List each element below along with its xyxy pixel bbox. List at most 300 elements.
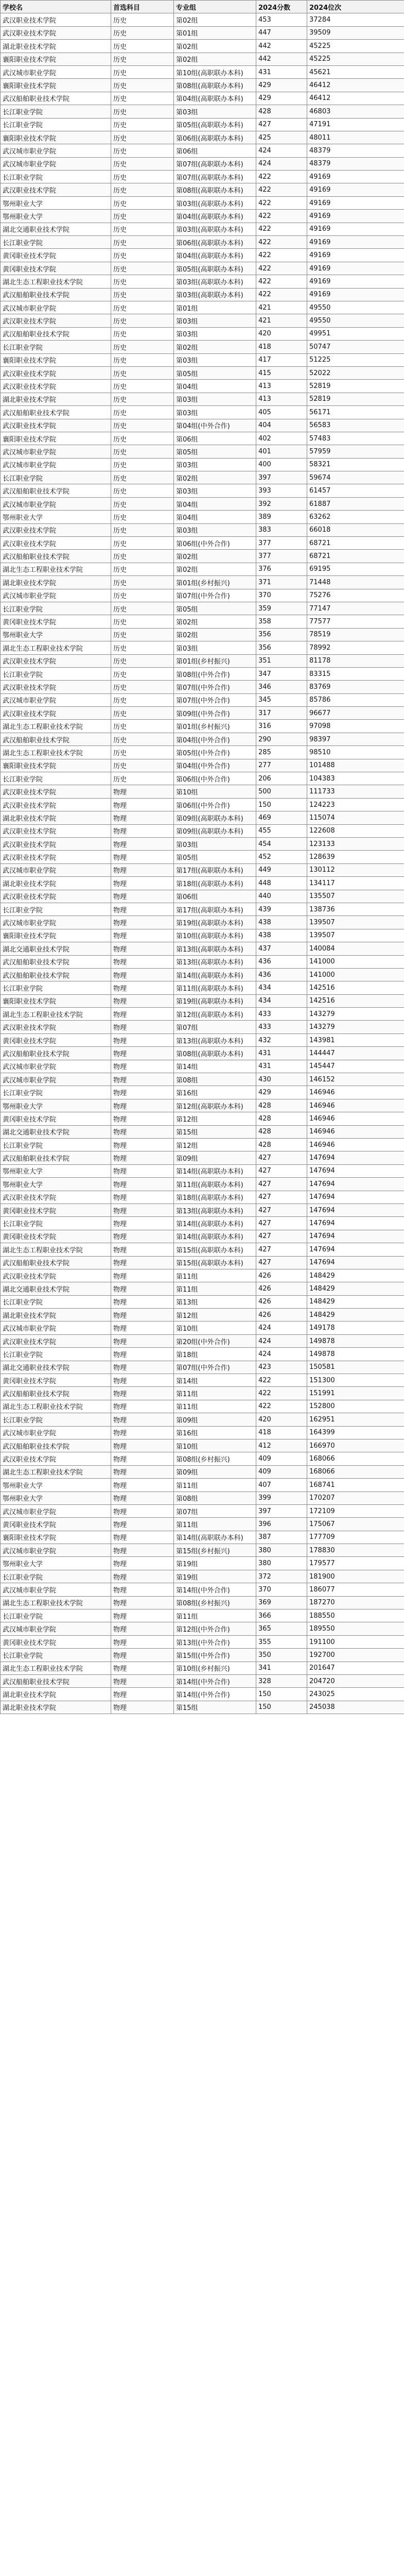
cell-school: 湖北生态工程职业技术学院 [1, 641, 111, 654]
cell-score: 150 [256, 1701, 307, 1714]
cell-rank: 57483 [307, 432, 404, 445]
cell-subject: 历史 [111, 406, 174, 419]
cell-rank: 101488 [307, 759, 404, 772]
table-row [1, 1570, 404, 1583]
cell-school: 武汉职业技术学院 [1, 1021, 111, 1033]
cell-group: 第01组 [174, 301, 256, 314]
table-row [1, 380, 404, 393]
cell-group: 第15组 [174, 1701, 256, 1714]
cell-group: 第10组(高职联办本科) [174, 929, 256, 942]
cell-subject: 历史 [111, 589, 174, 602]
cell-school: 湖北生态工程职业技术学院 [1, 1008, 111, 1021]
table-row [1, 1151, 404, 1164]
cell-score: 442 [256, 40, 307, 53]
cell-subject: 物理 [111, 1309, 174, 1321]
cell-school: 襄阳职业技术学院 [1, 53, 111, 65]
cell-group: 第01组(乡村振兴) [174, 576, 256, 589]
cell-rank: 49951 [307, 327, 404, 340]
table-row [1, 458, 404, 471]
cell-subject: 物理 [111, 1321, 174, 1334]
cell-subject: 物理 [111, 1164, 174, 1177]
cell-school: 湖北职业技术学院 [1, 40, 111, 53]
table-row [1, 1635, 404, 1648]
cell-score: 424 [256, 1334, 307, 1347]
cell-school: 黄冈职业技术学院 [1, 1230, 111, 1243]
cell-school: 武汉船舶职业技术学院 [1, 288, 111, 301]
cell-rank: 49169 [307, 275, 404, 288]
table-row [1, 144, 404, 157]
cell-school: 武汉船舶职业技术学院 [1, 1256, 111, 1269]
cell-school: 长江职业学院 [1, 1570, 111, 1583]
cell-score: 350 [256, 1649, 307, 1662]
cell-subject: 历史 [111, 196, 174, 209]
cell-subject: 物理 [111, 1138, 174, 1151]
table-row [1, 1622, 404, 1635]
cell-score: 422 [256, 236, 307, 249]
cell-subject: 历史 [111, 249, 174, 262]
table-row [1, 105, 404, 118]
cell-group: 第08组(高职联办本科) [174, 79, 256, 92]
cell-school: 武汉船舶职业技术学院 [1, 1675, 111, 1688]
cell-school: 湖北交通职业技术学院 [1, 942, 111, 955]
cell-score: 422 [256, 288, 307, 301]
cell-rank: 143279 [307, 1021, 404, 1033]
cell-score: 425 [256, 131, 307, 144]
cell-subject: 物理 [111, 1439, 174, 1452]
cell-rank: 66018 [307, 523, 404, 536]
cell-rank: 98397 [307, 733, 404, 745]
cell-score: 418 [256, 1426, 307, 1439]
cell-school: 武汉船舶职业技术学院 [1, 327, 111, 340]
cell-school: 武汉职业技术学院 [1, 13, 111, 26]
cell-rank: 49169 [307, 210, 404, 223]
table-row [1, 1557, 404, 1570]
cell-subject: 历史 [111, 563, 174, 575]
cell-score: 431 [256, 65, 307, 78]
table-row [1, 772, 404, 785]
cell-group: 第03组(高职联办本科) [174, 288, 256, 301]
cell-score: 277 [256, 759, 307, 772]
cell-school: 鄂州职业大学 [1, 511, 111, 523]
cell-score: 427 [256, 1191, 307, 1204]
cell-score: 433 [256, 1008, 307, 1021]
table-row [1, 366, 404, 379]
cell-subject: 物理 [111, 1531, 174, 1544]
cell-group: 第05组(中外合作) [174, 746, 256, 759]
cell-group: 第03组 [174, 393, 256, 405]
cell-subject: 历史 [111, 615, 174, 628]
cell-score: 426 [256, 1295, 307, 1308]
cell-score: 417 [256, 353, 307, 366]
table-row [1, 877, 404, 890]
cell-rank: 48379 [307, 157, 404, 170]
cell-score: 427 [256, 1243, 307, 1256]
cell-subject: 物理 [111, 1413, 174, 1426]
table-row [1, 733, 404, 745]
cell-school: 黄冈职业技术学院 [1, 1374, 111, 1387]
cell-subject: 物理 [111, 1675, 174, 1688]
cell-subject: 物理 [111, 1583, 174, 1596]
cell-rank: 139507 [307, 916, 404, 929]
cell-group: 第13组(高职联办本科) [174, 1033, 256, 1046]
cell-subject: 物理 [111, 1256, 174, 1269]
cell-group: 第14组(高职联办本科) [174, 1230, 256, 1243]
cell-group: 第17组(高职联办本科) [174, 863, 256, 876]
cell-score: 345 [256, 693, 307, 706]
cell-score: 424 [256, 1348, 307, 1361]
cell-subject: 物理 [111, 1151, 174, 1164]
cell-group: 第02组 [174, 341, 256, 353]
cell-subject: 历史 [111, 523, 174, 536]
cell-rank: 168066 [307, 1452, 404, 1465]
cell-rank: 168741 [307, 1479, 404, 1492]
cell-rank: 77577 [307, 615, 404, 628]
cell-rank: 144447 [307, 1047, 404, 1060]
cell-subject: 物理 [111, 798, 174, 811]
cell-score: 448 [256, 877, 307, 890]
cell-group: 第01组(乡村振兴) [174, 654, 256, 667]
cell-group: 第12组(高职联办本科) [174, 1099, 256, 1112]
cell-group: 第03组(高职联办本科) [174, 196, 256, 209]
cell-group: 第14组 [174, 1060, 256, 1073]
cell-school: 武汉职业技术学院 [1, 366, 111, 379]
cell-school: 湖北职业技术学院 [1, 576, 111, 589]
table-row [1, 314, 404, 327]
table-body [1, 13, 404, 1714]
cell-subject: 物理 [111, 1086, 174, 1099]
cell-rank: 181900 [307, 1570, 404, 1583]
cell-subject: 历史 [111, 92, 174, 105]
cell-score: 420 [256, 327, 307, 340]
cell-school: 武汉城市职业学院 [1, 1504, 111, 1517]
cell-rank: 39509 [307, 26, 404, 39]
cell-subject: 物理 [111, 1348, 174, 1361]
cell-score: 431 [256, 1047, 307, 1060]
cell-group: 第08组 [174, 1492, 256, 1504]
cell-subject: 物理 [111, 955, 174, 968]
cell-school: 武汉职业技术学院 [1, 681, 111, 693]
table-row [1, 707, 404, 720]
cell-subject: 历史 [111, 432, 174, 445]
cell-score: 447 [256, 26, 307, 39]
cell-rank: 162951 [307, 1413, 404, 1426]
cell-score: 421 [256, 301, 307, 314]
cell-subject: 物理 [111, 1217, 174, 1230]
cell-subject: 物理 [111, 1073, 174, 1086]
table-row [1, 1060, 404, 1073]
cell-subject: 物理 [111, 863, 174, 876]
table-row [1, 53, 404, 65]
table-row [1, 1295, 404, 1308]
cell-score: 404 [256, 419, 307, 432]
cell-group: 第11组 [174, 1269, 256, 1282]
table-row [1, 1073, 404, 1086]
cell-group: 第14组(中外合作) [174, 1688, 256, 1701]
cell-score: 430 [256, 1073, 307, 1086]
table-row [1, 1125, 404, 1138]
cell-rank: 140084 [307, 942, 404, 955]
cell-school: 武汉船舶职业技术学院 [1, 968, 111, 981]
table-row [1, 393, 404, 405]
cell-group: 第02组 [174, 471, 256, 484]
cell-school: 武汉职业技术学院 [1, 1269, 111, 1282]
cell-rank: 49169 [307, 262, 404, 275]
cell-group: 第13组(高职联办本科) [174, 955, 256, 968]
cell-score: 346 [256, 681, 307, 693]
cell-group: 第07组 [174, 1021, 256, 1033]
table-row [1, 1531, 404, 1544]
table-row [1, 654, 404, 667]
cell-score: 150 [256, 1688, 307, 1701]
cell-subject: 历史 [111, 183, 174, 196]
cell-school: 湖北生态工程职业技术学院 [1, 746, 111, 759]
cell-score: 454 [256, 838, 307, 851]
cell-group: 第11组 [174, 1479, 256, 1492]
cell-subject: 历史 [111, 288, 174, 301]
cell-subject: 物理 [111, 785, 174, 798]
cell-subject: 历史 [111, 275, 174, 288]
cell-score: 366 [256, 1609, 307, 1622]
cell-school: 武汉城市职业学院 [1, 693, 111, 706]
cell-score: 432 [256, 1033, 307, 1046]
cell-subject: 历史 [111, 236, 174, 249]
cell-score: 341 [256, 1662, 307, 1674]
cell-group: 第05组(高职联办本科) [174, 262, 256, 275]
cell-school: 黄冈职业技术学院 [1, 249, 111, 262]
cell-rank: 45225 [307, 40, 404, 53]
cell-group: 第01组(乡村振兴) [174, 720, 256, 733]
cell-rank: 57959 [307, 445, 404, 458]
cell-subject: 历史 [111, 576, 174, 589]
cell-subject: 物理 [111, 942, 174, 955]
header-score: 2024分数 [256, 1, 307, 13]
cell-rank: 49169 [307, 183, 404, 196]
cell-school: 鄂州职业大学 [1, 1164, 111, 1177]
cell-group: 第07组(中外合作) [174, 589, 256, 602]
cell-subject: 历史 [111, 720, 174, 733]
cell-rank: 52819 [307, 393, 404, 405]
table-row [1, 1361, 404, 1374]
cell-subject: 历史 [111, 484, 174, 497]
cell-school: 长江职业学院 [1, 236, 111, 249]
cell-school: 武汉船舶职业技术学院 [1, 1387, 111, 1400]
cell-score: 426 [256, 1309, 307, 1321]
table-row [1, 1426, 404, 1439]
cell-group: 第02组 [174, 550, 256, 563]
cell-school: 湖北生态工程职业技术学院 [1, 1465, 111, 1478]
cell-rank: 142516 [307, 994, 404, 1007]
cell-score: 424 [256, 1321, 307, 1334]
cell-group: 第14组(高职联办本科) [174, 1164, 256, 1177]
table-row [1, 667, 404, 680]
cell-score: 317 [256, 707, 307, 720]
cell-school: 武汉城市职业学院 [1, 157, 111, 170]
cell-score: 376 [256, 563, 307, 575]
cell-rank: 97098 [307, 720, 404, 733]
cell-subject: 物理 [111, 1099, 174, 1112]
cell-school: 黄冈职业技术学院 [1, 1033, 111, 1046]
cell-subject: 物理 [111, 1295, 174, 1308]
table-row [1, 628, 404, 641]
cell-rank: 178830 [307, 1544, 404, 1557]
cell-rank: 166970 [307, 1439, 404, 1452]
cell-subject: 物理 [111, 1374, 174, 1387]
table-row [1, 1334, 404, 1347]
table-row [1, 65, 404, 78]
cell-subject: 物理 [111, 1649, 174, 1662]
table-row [1, 262, 404, 275]
cell-score: 285 [256, 746, 307, 759]
table-row [1, 759, 404, 772]
cell-group: 第09组(高职联办本科) [174, 811, 256, 824]
cell-score: 427 [256, 1178, 307, 1191]
cell-school: 长江职业学院 [1, 1086, 111, 1099]
table-row [1, 916, 404, 929]
cell-subject: 历史 [111, 550, 174, 563]
table-row [1, 92, 404, 105]
cell-school: 武汉船舶职业技术学院 [1, 92, 111, 105]
cell-rank: 71448 [307, 576, 404, 589]
cell-subject: 历史 [111, 26, 174, 39]
cell-school: 武汉城市职业学院 [1, 144, 111, 157]
table-row [1, 118, 404, 131]
cell-group: 第10组(高职联办本科) [174, 65, 256, 78]
cell-score: 452 [256, 851, 307, 863]
table-header [1, 1, 404, 13]
cell-group: 第08组(乡村振兴) [174, 1452, 256, 1465]
cell-score: 359 [256, 602, 307, 615]
cell-school: 武汉城市职业学院 [1, 1321, 111, 1334]
table-row [1, 1374, 404, 1387]
table-row [1, 1504, 404, 1517]
cell-rank: 147694 [307, 1151, 404, 1164]
cell-subject: 历史 [111, 471, 174, 484]
cell-subject: 物理 [111, 1282, 174, 1295]
cell-school: 襄阳职业技术学院 [1, 994, 111, 1007]
cell-subject: 历史 [111, 223, 174, 235]
cell-subject: 历史 [111, 79, 174, 92]
cell-school: 湖北生态工程职业技术学院 [1, 1400, 111, 1413]
table-row [1, 890, 404, 903]
cell-subject: 物理 [111, 1504, 174, 1517]
cell-school: 湖北生态工程职业技术学院 [1, 1243, 111, 1256]
cell-school: 武汉城市职业学院 [1, 458, 111, 471]
cell-group: 第03组(高职联办本科) [174, 275, 256, 288]
cell-score: 428 [256, 1099, 307, 1112]
cell-score: 377 [256, 537, 307, 550]
cell-score: 431 [256, 1060, 307, 1073]
cell-score: 433 [256, 1021, 307, 1033]
cell-subject: 历史 [111, 301, 174, 314]
cell-score: 370 [256, 1583, 307, 1596]
cell-rank: 83769 [307, 681, 404, 693]
cell-group: 第13组(高职联办本科) [174, 1204, 256, 1216]
cell-rank: 189550 [307, 1622, 404, 1635]
cell-subject: 物理 [111, 1204, 174, 1216]
cell-school: 鄂州职业大学 [1, 1178, 111, 1191]
cell-rank: 46412 [307, 79, 404, 92]
cell-score: 392 [256, 497, 307, 510]
table-row [1, 40, 404, 53]
cell-score: 422 [256, 275, 307, 288]
cell-rank: 134117 [307, 877, 404, 890]
cell-score: 355 [256, 1635, 307, 1648]
cell-school: 武汉职业技术学院 [1, 785, 111, 798]
cell-subject: 物理 [111, 851, 174, 863]
cell-rank: 49169 [307, 196, 404, 209]
cell-score: 422 [256, 1374, 307, 1387]
cell-score: 420 [256, 1413, 307, 1426]
cell-rank: 128639 [307, 851, 404, 863]
cell-school: 武汉职业技术学院 [1, 419, 111, 432]
table-row [1, 341, 404, 353]
cell-rank: 48379 [307, 144, 404, 157]
cell-subject: 历史 [111, 772, 174, 785]
cell-group: 第02组 [174, 13, 256, 26]
cell-school: 黄冈职业技术学院 [1, 615, 111, 628]
cell-rank: 78992 [307, 641, 404, 654]
cell-score: 438 [256, 916, 307, 929]
cell-rank: 56171 [307, 406, 404, 419]
cell-school: 武汉城市职业学院 [1, 863, 111, 876]
cell-rank: 147694 [307, 1243, 404, 1256]
table-row [1, 183, 404, 196]
cell-school: 鄂州职业大学 [1, 1492, 111, 1504]
cell-school: 湖北职业技术学院 [1, 811, 111, 824]
cell-school: 武汉职业技术学院 [1, 838, 111, 851]
cell-rank: 45621 [307, 65, 404, 78]
cell-group: 第01组 [174, 26, 256, 39]
cell-rank: 146946 [307, 1112, 404, 1125]
cell-score: 434 [256, 994, 307, 1007]
cell-subject: 历史 [111, 40, 174, 53]
table-row [1, 1269, 404, 1282]
cell-subject: 历史 [111, 419, 174, 432]
cell-group: 第04组 [174, 497, 256, 510]
table-row [1, 1348, 404, 1361]
cell-school: 湖北生态工程职业技术学院 [1, 1662, 111, 1674]
cell-school: 长江职业学院 [1, 903, 111, 916]
cell-subject: 历史 [111, 353, 174, 366]
cell-score: 422 [256, 1400, 307, 1413]
cell-score: 365 [256, 1622, 307, 1635]
cell-rank: 49550 [307, 314, 404, 327]
cell-group: 第19组 [174, 1570, 256, 1583]
cell-rank: 56583 [307, 419, 404, 432]
cell-group: 第04组(高职联办本科) [174, 210, 256, 223]
cell-score: 399 [256, 1492, 307, 1504]
cell-score: 397 [256, 471, 307, 484]
cell-school: 湖北职业技术学院 [1, 1688, 111, 1701]
table-row [1, 1321, 404, 1334]
cell-score: 412 [256, 1439, 307, 1452]
table-row [1, 641, 404, 654]
cell-school: 鄂州职业大学 [1, 1479, 111, 1492]
table-row [1, 1008, 404, 1021]
cell-subject: 历史 [111, 341, 174, 353]
cell-school: 襄阳职业技术学院 [1, 353, 111, 366]
cell-rank: 152800 [307, 1400, 404, 1413]
table-row [1, 1138, 404, 1151]
table-row [1, 1479, 404, 1492]
table-row [1, 615, 404, 628]
cell-rank: 124223 [307, 798, 404, 811]
cell-score: 428 [256, 1138, 307, 1151]
cell-rank: 51225 [307, 353, 404, 366]
cell-school: 湖北职业技术学院 [1, 877, 111, 890]
cell-subject: 历史 [111, 537, 174, 550]
cell-group: 第04组(中外合作) [174, 733, 256, 745]
